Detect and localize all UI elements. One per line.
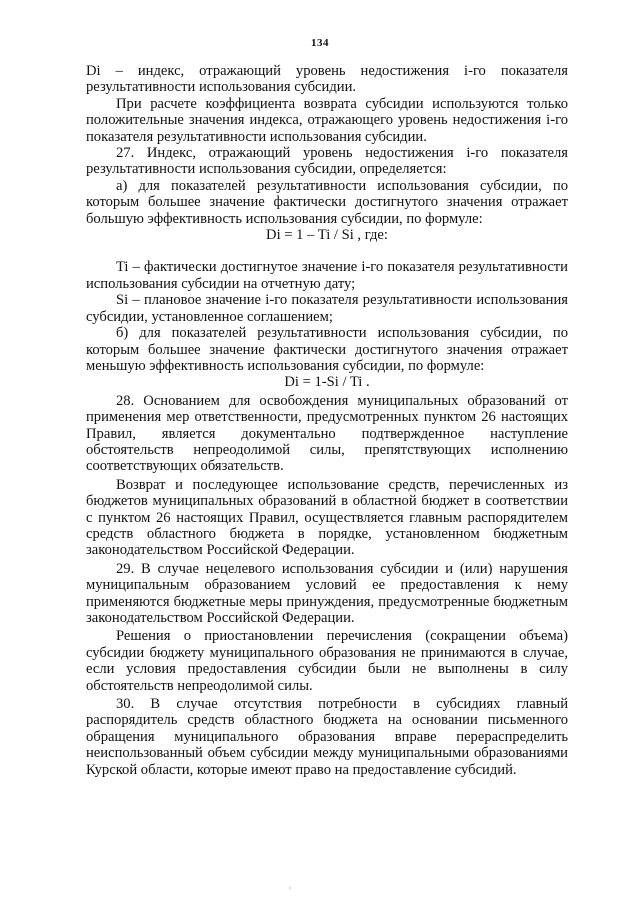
- paragraph-29: 29. В случае нецелевого использования субсидии и (или) нарушения муниципальным образованием условий ее предоставления к нему применяются бюджетные меры принуждения, предусмотренные бюджетным законодательством Российской Федерации.: [86, 560, 568, 626]
- paragraph-27-b: б) для показателей результативности использования субсидии, по которым большее значение фактически достигнутого значения отражает меньшую эффективность использования субсидии, по формуле:: [86, 325, 568, 374]
- paragraph-coefficient-note: При расчете коэффициента возврата субсидии используются только положительные значения индекса, отражающего уровень недостижения i-го показателя результативности использования субсидии.: [86, 95, 568, 145]
- spacer: [86, 243, 568, 259]
- paragraph-29-decisions: Решения о приостановлении перечисления (сокращении объема) субсидии бюджету муниципального образования не принимаются в случае, если условия предоставления субсидии были не выполнены в силу обстоятельств непреодолимой силы.: [86, 628, 568, 694]
- document-body: [86, 63, 568, 778]
- scan-speck: [289, 887, 291, 889]
- paragraph-si-definition: Si – плановое значение i-го показателя результативности использования субсидии, установленное соглашением;: [86, 292, 568, 325]
- paragraph-di-definition: Di – индекс, отражающий уровень недостижения i-го показателя результативности использования субсидии.: [86, 63, 568, 96]
- formula-a: Di = 1 – Ti / Si , где:: [266, 227, 388, 244]
- paragraph-27: 27. Индекс, отражающий уровень недостижения i-го показателя результативности использования субсидии, определяется:: [86, 145, 568, 178]
- paragraph-28: 28. Основанием для освобождения муниципальных образований от применения мер ответственности, предусмотренных пунктом 26 настоящих Правил, является документально подтвержденное наступление обстоятельств непреодолимой силы, препятствующих исполнению соответствующих обязательств.: [86, 392, 568, 475]
- formula-b: Di = 1-Si / Ti .: [284, 374, 370, 391]
- paragraph-28-return: Возврат и последующее использование средств, перечисленных из бюджетов муниципальных образований в областной бюджет в соответствии с пунктом 26 настоящих Правил, осуществляется главным распорядителем средств областного бюджета в порядке, установленном бюджетным законодательством Российской Федерации.: [86, 476, 568, 559]
- paragraph-30: 30. В случае отсутствия потребности в субсидиях главный распорядитель средств областного бюджета на основании письменного обращения муниципального образования вправе перераспределить неиспользованный объем субсидии между муниципальными образованиями Курской области, которые имеют право на предоставление субсидий.: [86, 696, 568, 778]
- paragraph-ti-definition: Ti – фактически достигнутое значение i-го показателя результативности использования субсидии на отчетную дату;: [86, 259, 568, 292]
- paragraph-27-a: а) для показателей результативности использования субсидии, по которым большее значение фактически достигнутого значения отражает большую эффективность использования субсидии, по формуле:: [86, 177, 568, 227]
- page-number: 134: [311, 37, 329, 49]
